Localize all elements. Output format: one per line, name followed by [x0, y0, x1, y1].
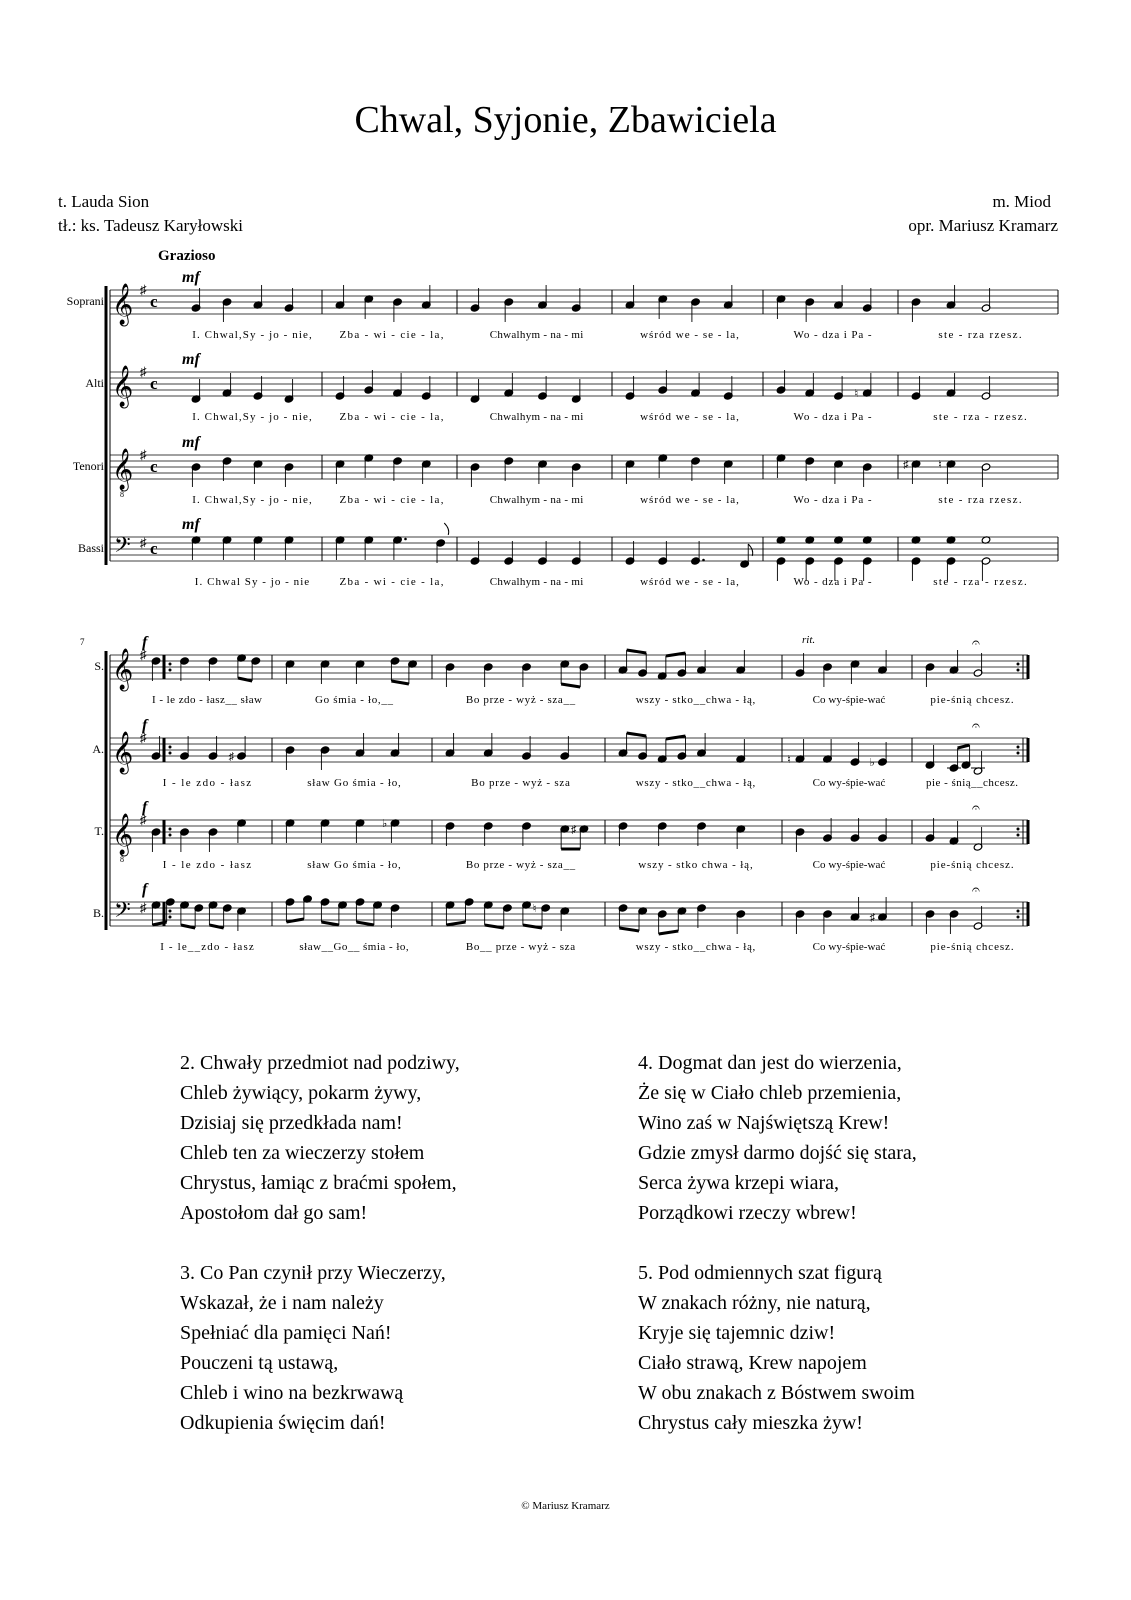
lyric-text: Bo prze - wyż - sza: [471, 777, 570, 789]
lyric-text: wśród we - se - la,: [640, 494, 739, 506]
lyric-text: pie - śnią__chcesz.: [926, 777, 1018, 789]
beam: [181, 925, 195, 928]
repeat-dot: [169, 916, 172, 919]
beam: [561, 684, 580, 687]
sharp-key-signature-icon: ♯: [140, 282, 147, 297]
verse-line: Chleb żywiący, pokarm żywy,: [180, 1082, 422, 1104]
lyric-text: Go śmia - ło,__: [315, 694, 393, 706]
lyric-text: Co wy-śpie-wać: [812, 777, 886, 789]
octave-mark-icon: 8: [120, 855, 124, 864]
augmentation-dot: [404, 538, 407, 541]
common-time-icon: c: [150, 292, 158, 311]
verse-line: Wino zaś w Najświętszą Krew!: [638, 1112, 890, 1134]
verse-line: Porządkowi rzeczy wbrew!: [638, 1202, 857, 1224]
lyric-text: Chwalhym - na - mi: [489, 576, 584, 588]
beam: [666, 736, 686, 739]
fermata-icon: 𝄐: [972, 801, 980, 816]
accidental-icon: ♭: [869, 757, 875, 769]
lyric-text: Zba - wi - cie - la,: [339, 576, 444, 588]
beam: [659, 931, 679, 934]
repeat-dot: [1017, 910, 1020, 913]
verse-line: Chleb i wino na bezkrwawą: [180, 1382, 404, 1404]
beam: [446, 922, 465, 925]
repeat-dot: [1017, 752, 1020, 755]
dynamic-marking: f: [142, 799, 148, 816]
voice-label: Bassi: [77, 541, 104, 555]
common-time-icon: c: [150, 374, 158, 393]
lyric-text: I - le zdo - łasz__ sław: [152, 694, 262, 706]
rit-marking: rit.: [802, 634, 816, 646]
bass-clef-icon: 𝄢: [114, 533, 131, 562]
lyric-text: pie-śnią chcesz.: [930, 859, 1014, 871]
beam: [485, 925, 504, 928]
copyright: © Mariusz Kramarz: [521, 1500, 610, 1512]
dynamic-marking: mf: [182, 351, 200, 368]
lyric-text: pie-śnią chcesz.: [930, 694, 1014, 706]
lyric-text: wszy - stko__chwa - łą,: [635, 941, 756, 953]
repeat-dot: [169, 663, 172, 666]
verse-line: Ciało strawą, Krew napojem: [638, 1352, 867, 1374]
lyric-text: I. Chwal,Sy - jo - nie,: [192, 494, 312, 506]
dynamic-marking: f: [142, 717, 148, 734]
verse-line: Spełniać dla pamięci Nań!: [180, 1322, 392, 1344]
sharp-key-signature-icon: ♯: [140, 812, 147, 827]
repeat-dot: [1017, 916, 1020, 919]
sharp-key-signature-icon: ♯: [140, 364, 147, 379]
lyric-text: wśród we - se - la,: [640, 576, 739, 588]
dynamic-marking: mf: [182, 269, 200, 286]
melody-credit: m. Miod: [992, 192, 1051, 211]
repeat-dot: [169, 910, 172, 913]
augmentation-dot: [702, 559, 705, 562]
verse-line: Że się w Ciało chleb przemienia,: [638, 1082, 902, 1104]
treble-clef-icon: 𝄞: [112, 649, 134, 689]
voice-label: Soprani: [66, 294, 104, 308]
verses-left: [180, 1048, 460, 1468]
repeat-dot: [169, 834, 172, 837]
verse-line: Chrystus cały mieszka żyw!: [638, 1412, 863, 1434]
accidental-icon: ♮: [532, 903, 537, 915]
page-title: Chwal, Syjonie, Zbawiciela: [354, 99, 777, 141]
repeat-dot: [1017, 828, 1020, 831]
lyric-text: Bo prze - wyż - sza__: [465, 694, 576, 706]
voice-label: T.: [94, 824, 104, 838]
lyric-text: Chwalhym - na - mi: [489, 411, 584, 423]
lyric-text: I - le__zdo - łasz: [160, 941, 254, 953]
measure-number: 7: [80, 637, 85, 647]
lyric-text: wśród we - se - la,: [640, 329, 739, 341]
note-flag: [748, 544, 753, 556]
lyric-text: I - le zdo - łasz: [162, 777, 252, 789]
lyric-text: I. Chwal,Sy - jo - nie,: [192, 329, 312, 341]
note-flag: [444, 523, 449, 535]
dynamic-marking: f: [142, 881, 148, 898]
treble-clef-icon: 𝄞: [112, 449, 134, 489]
accidental-icon: ♯: [869, 912, 875, 924]
verse: [180, 1048, 460, 1228]
beam: [286, 919, 304, 922]
verse: [638, 1258, 917, 1438]
verse-line: Gdzie zmysł darmo dojść się stara,: [638, 1142, 917, 1164]
accidental-icon: ♭: [382, 818, 388, 830]
beam: [523, 925, 542, 928]
fermata-icon: 𝄐: [972, 719, 980, 734]
verse-line: 2. Chwały przedmiot nad podziwy,: [180, 1052, 460, 1074]
lyric-text: Zba - wi - cie - la,: [339, 411, 444, 423]
text-source: t. Lauda Sion: [58, 192, 150, 211]
lyric-text: Bo__ prze - wyż - sza: [465, 941, 576, 953]
lyric-text: wszy - stko chwa - łą,: [638, 859, 753, 871]
lyric-text: Wo - dza i Pa -: [793, 494, 872, 506]
sharp-key-signature-icon: ♯: [140, 730, 147, 745]
repeat-dot: [1017, 669, 1020, 672]
verse: [180, 1258, 460, 1438]
lyric-text: I. Chwal Sy - jo - nie: [194, 576, 310, 588]
lyric-text: ste - rza - rzesz.: [933, 576, 1027, 588]
beam: [958, 745, 970, 748]
beam: [627, 733, 647, 736]
verse-line: Wskazał, że i nam należy: [180, 1292, 384, 1314]
lyric-text: pie-śnią chcesz.: [930, 941, 1014, 953]
verse-line: Apostołom dał go sam!: [180, 1202, 368, 1224]
verse-line: 5. Pod odmiennych szat figurą: [638, 1262, 882, 1284]
lyric-text: ste - rza - rzesz.: [933, 411, 1027, 423]
dynamic-marking: mf: [182, 516, 200, 533]
dynamic-marking: f: [142, 634, 148, 651]
beam: [238, 678, 252, 681]
beam: [209, 925, 223, 928]
lyric-text: Chwalhym - na - mi: [489, 494, 584, 506]
verse-line: W obu znakach z Bóstwem swoim: [638, 1382, 915, 1404]
repeat-dot: [169, 669, 172, 672]
lyric-text: ste - rza rzesz.: [938, 494, 1022, 506]
beam: [666, 653, 686, 656]
verse-line: 3. Co Pan czynił przy Wieczerzy,: [180, 1262, 446, 1284]
lyric-text: Bo prze - wyż - sza__: [465, 859, 576, 871]
accidental-icon: ♮: [854, 388, 859, 400]
accidental-icon: ♮: [787, 754, 791, 766]
fermata-icon: 𝄐: [972, 883, 980, 898]
sharp-key-signature-icon: ♯: [140, 535, 147, 550]
beam: [356, 922, 374, 925]
lyric-text: Chwalhym - na - mi: [489, 329, 584, 341]
lyric-text: Wo - dza i Pa -: [793, 329, 872, 341]
treble-clef-icon: 𝄞: [112, 732, 134, 772]
repeat-dot: [169, 746, 172, 749]
verse-line: Pouczeni tą ustawą,: [180, 1352, 339, 1374]
voice-label: S.: [94, 659, 104, 673]
verse-line: Dzisiaj się przedkłada nam!: [180, 1112, 403, 1134]
verse-line: Chrystus, łamiąc z braćmi społem,: [180, 1172, 457, 1194]
sharp-key-signature-icon: ♯: [140, 447, 147, 462]
lyric-text: Wo - dza i Pa -: [793, 411, 872, 423]
arrangement-credit: opr. Mariusz Kramarz: [908, 216, 1058, 235]
repeat-dot: [1017, 663, 1020, 666]
lyric-text: Co wy-śpie-wać: [812, 694, 886, 706]
treble-clef-icon: 𝄞: [112, 814, 134, 854]
repeat-dot: [1017, 746, 1020, 749]
lyric-text: sław__Go__ śmia - ło,: [299, 941, 409, 953]
lyric-text: wśród we - se - la,: [640, 411, 739, 423]
voice-label: B.: [92, 906, 104, 920]
fermata-icon: 𝄐: [972, 636, 980, 651]
accidental-icon: ♯: [570, 824, 577, 836]
repeat-dot: [169, 752, 172, 755]
lyric-text: sław Go śmia - ło,: [307, 777, 401, 789]
verse: [638, 1048, 917, 1228]
voice-label: Tenori: [72, 459, 104, 473]
lyric-text: sław Go śmia - ło,: [307, 859, 401, 871]
verse-line: 4. Dogmat dan jest do wierzenia,: [638, 1052, 902, 1074]
beam: [321, 922, 339, 925]
lyric-text: I - le zdo - łasz: [162, 859, 252, 871]
bass-clef-icon: 𝄢: [114, 898, 131, 927]
lyric-text: Co wy-śpie-wać: [812, 941, 886, 953]
octave-mark-icon: 8: [120, 490, 124, 499]
verse-line: Odkupienia święcim dań!: [180, 1412, 386, 1434]
beam: [391, 681, 409, 684]
voice-label: Alti: [85, 376, 104, 390]
lyric-text: Zba - wi - cie - la,: [339, 494, 444, 506]
accidental-icon: ♮: [938, 459, 942, 471]
accidental-icon: ♯: [903, 459, 909, 471]
treble-clef-icon: 𝄞: [112, 284, 134, 324]
sharp-key-signature-icon: ♯: [140, 900, 147, 915]
tempo-marking: Grazioso: [158, 248, 216, 264]
lyric-text: wszy - stko__chwa - łą,: [635, 694, 756, 706]
accidental-icon: ♯: [228, 751, 234, 763]
lyric-text: Zba - wi - cie - la,: [339, 329, 444, 341]
beam: [619, 928, 639, 931]
voice-label: A.: [92, 742, 104, 756]
verse-line: Kryje się tajemnic dziw!: [638, 1322, 836, 1344]
dynamic-marking: mf: [182, 434, 200, 451]
lyric-text: I. Chwal,Sy - jo - nie,: [192, 411, 312, 423]
lyric-text: Co wy-śpie-wać: [812, 859, 886, 871]
verse-line: W znakach różny, nie naturą,: [638, 1292, 871, 1314]
treble-clef-icon: 𝄞: [112, 366, 134, 406]
verses-right: [638, 1048, 917, 1468]
sharp-key-signature-icon: ♯: [140, 647, 147, 662]
beam: [627, 650, 647, 653]
lyric-text: wszy - stko__chwa - łą,: [635, 777, 756, 789]
repeat-dot: [169, 828, 172, 831]
lyric-text: ste - rza rzesz.: [938, 329, 1022, 341]
verse-line: Serca żywa krzepi wiara,: [638, 1172, 839, 1194]
lyric-text: Wo - dza i Pa -: [793, 576, 872, 588]
common-time-icon: c: [150, 457, 158, 476]
repeat-dot: [1017, 834, 1020, 837]
common-time-icon: c: [150, 539, 158, 558]
translation-credit: tł.: ks. Tadeusz Karyłowski: [58, 216, 243, 235]
verse-line: Chleb ten za wieczerzy stołem: [180, 1142, 425, 1164]
